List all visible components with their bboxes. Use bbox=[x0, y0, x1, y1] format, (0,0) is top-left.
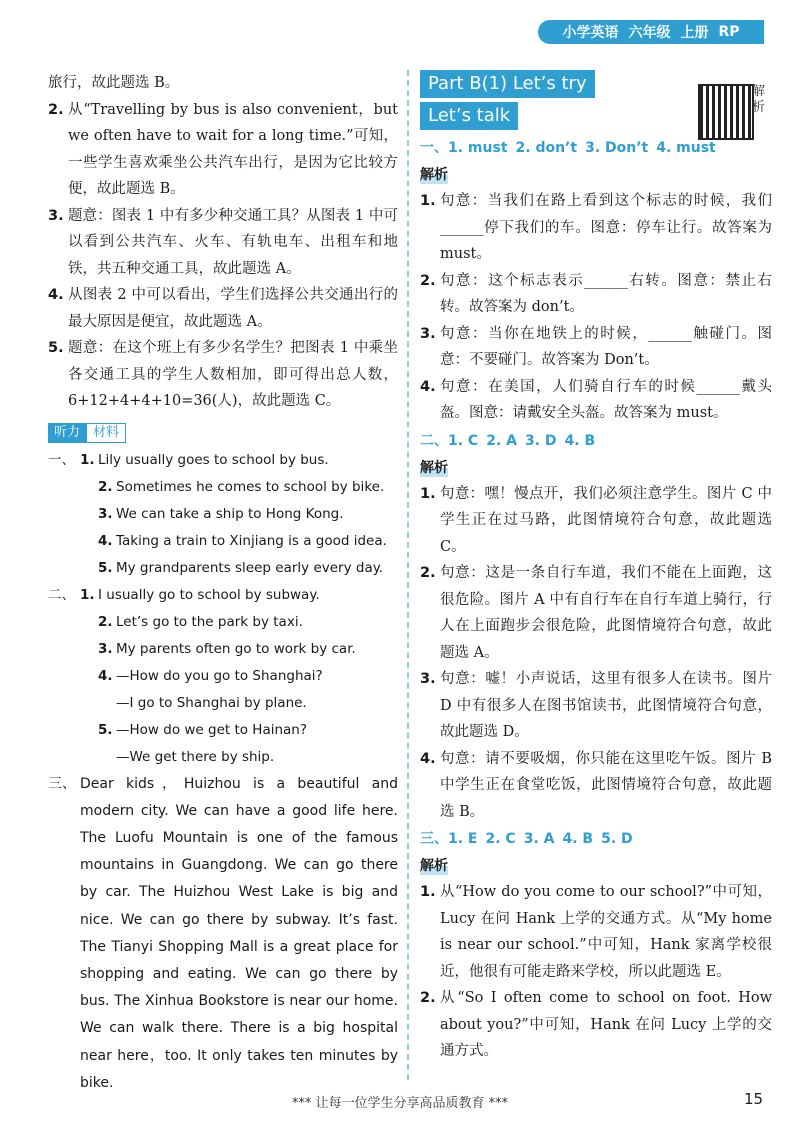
right-column bbox=[420, 70, 772, 1065]
list-item: 2. 句意：这是一条自行车道，我们不能在上面跑，这很危险。图片 A 中有自行车在自行车道上骑行，行人在上面跑步会很危险，此图情境符合句意，故此题选 A。 bbox=[420, 565, 772, 661]
qr-code-image[interactable] bbox=[698, 84, 754, 140]
list-item: 1. 句意：当我们在路上看到这个标志的时候，我们______停下我们的车。图意：停车让行。故答案为 must。 bbox=[420, 193, 772, 262]
list-item: 2. 从“So I often come to school on foot. How about you?”中可知，Hank 在问 Lucy 上学的交通方式。 bbox=[420, 990, 772, 1059]
part-subtitle: Let’s talk bbox=[420, 102, 518, 130]
list-item: 4. 句意：在美国，人们骑自行车的时候______戴头盔。图意：请戴安全头盔。故答案为 must。 bbox=[420, 378, 772, 421]
header-bar bbox=[538, 20, 764, 44]
analysis-label: 解析 bbox=[420, 164, 448, 184]
continued-text: 旅行，故此题选 B。 bbox=[48, 75, 180, 91]
listening-section-1: 一、 1. Lily usually goes to school by bus. 2. Sometimes he comes to school by bike. 3. We can take a ship to Hong Kong. 4. Taking a train to Xinjiang is a good idea. 5. My grandparents sleep early every day. bbox=[48, 451, 387, 576]
list-item: 3. 句意：嘘！小声说话，这里有很多人在读书。图片 D 中有很多人在图书馆读书，此图情境符合句意，故此题选 D。 bbox=[420, 671, 772, 740]
answers-section-1: 一、1. must 2. don’t 3. Don’t 4. must bbox=[420, 140, 716, 156]
analysis-label: 解析 bbox=[420, 855, 448, 875]
list-item: 1. 句意：嘿！慢点开，我们必须注意学生。图片 C 中学生正在过马路，此图情境符合句意，故此题选 C。 bbox=[420, 485, 772, 555]
list-item: 2. 句意：这个标志表示______右转。图意：禁止右转。故答案为 don’t。 bbox=[420, 272, 772, 315]
analysis-list-2 bbox=[420, 481, 772, 826]
header-grade: 六年级 bbox=[628, 25, 671, 41]
listening-section-3: 三、 Dear kids，Huizhou is a beautiful and modern city. We can have a good life here. The Luofu Mountain is one of the famous mountains in Guangdong. We can go there by car. The Huizhou West Lake is big and nice. We can go there by subway. It’s fast. The Tianyi Shopping Mall is a great place for shopping and eating. We can go there by bus. The Xinhua Bookstore is near our home. We can walk there. There is a big hospital near here，too. It only takes ten minutes by bike. bbox=[48, 771, 398, 1097]
list-item: 3. 句意：当你在地铁上的时候，______触碰门。图意：不要碰门。故答案为 Don’t。 bbox=[420, 325, 772, 368]
footer-slogan: *** 让每一位学生分享高品质教育 *** bbox=[291, 1096, 509, 1111]
column-divider bbox=[407, 70, 409, 1080]
list-item: 3. 题意：图表 1 中有多少种交通工具？从图表 1 中可以看到公共汽车、火车、有轨电车、出租车和地铁，共五种交通工具，故此题选 A。 bbox=[48, 207, 398, 277]
page-number: 15 bbox=[744, 1090, 764, 1108]
list-item: 2. 从“Travelling by bus is also convenient，but we often have to wait for a long time.”可知，一些学生喜欢乘坐公共汽车出行，是因为它比较方便，故此题选 B。 bbox=[48, 101, 398, 197]
listening-section-2: 二、 1. I usually go to school by subway. 2. Let’s go to the park by taxi. 3. My parents often go to work by car. 4. —How do you go to Shanghai? —I go to Shanghai by plane. 5. —How do we get to Hainan? —We get there by ship. bbox=[48, 586, 356, 765]
answers-section-2: 二、1. C 2. A 3. D 4. B bbox=[420, 432, 596, 449]
explanation-list bbox=[48, 97, 398, 415]
passage-text: Dear kids，Huizhou is a beautiful and modern city. We can have a good life here. The Luofu Mountain is one of the famous mountains in Guangdong. We can go there by car. The Huizhou West Lake is big and nice. We can go there by subway. It’s fast. The Tianyi Shopping Mall is a great place for shopping and eating. We can go there by bus. The Xinhua Bookstore is near our home. We can walk there. There is a big hospital near here，too. It only takes ten minutes by bike. bbox=[80, 775, 398, 1091]
left-column bbox=[48, 70, 398, 1097]
listening-material-tag: 听力 材料 bbox=[48, 423, 126, 443]
list-item: 5. 题意：在这个班上有多少名学生？把图表 1 中乘坐各交通工具的学生人数相加，即可得出总人数，6+12+4+4+10=36(人)，故此题选 C。 bbox=[48, 340, 398, 409]
list-item: 4. 句意：请不要吸烟，你只能在这里吃午饭。图片 B 中学生正在食堂吃饭，此图情境符合句意，故此题选 B。 bbox=[420, 750, 772, 820]
header-volume: 上册 bbox=[680, 25, 709, 41]
part-title: Part B(1) Let’s try bbox=[420, 70, 595, 98]
list-item: 1. 从“How do you come to our school?”中可知，Lucy 在问 Hank 上学的交通方式。从“My home is near our school.”中可知，Hank 家离学校很近，他很有可能走路来学校，所以此题选 E。 bbox=[420, 884, 772, 980]
analysis-list-3 bbox=[420, 879, 772, 1065]
header-edition: RP bbox=[718, 24, 740, 40]
analysis-list-1 bbox=[420, 188, 772, 427]
list-item: 4. 从图表 2 中可以看出，学生们选择公共交通出行的最大原因是便宜，故此题选 A。 bbox=[48, 287, 398, 330]
qr-analysis-label: 解析 bbox=[752, 84, 766, 115]
analysis-label: 解析 bbox=[420, 457, 448, 477]
answers-section-3: 三、1. E 2. C 3. A 4. B 5. D bbox=[420, 831, 633, 847]
header-subject: 小学英语 bbox=[562, 25, 619, 41]
